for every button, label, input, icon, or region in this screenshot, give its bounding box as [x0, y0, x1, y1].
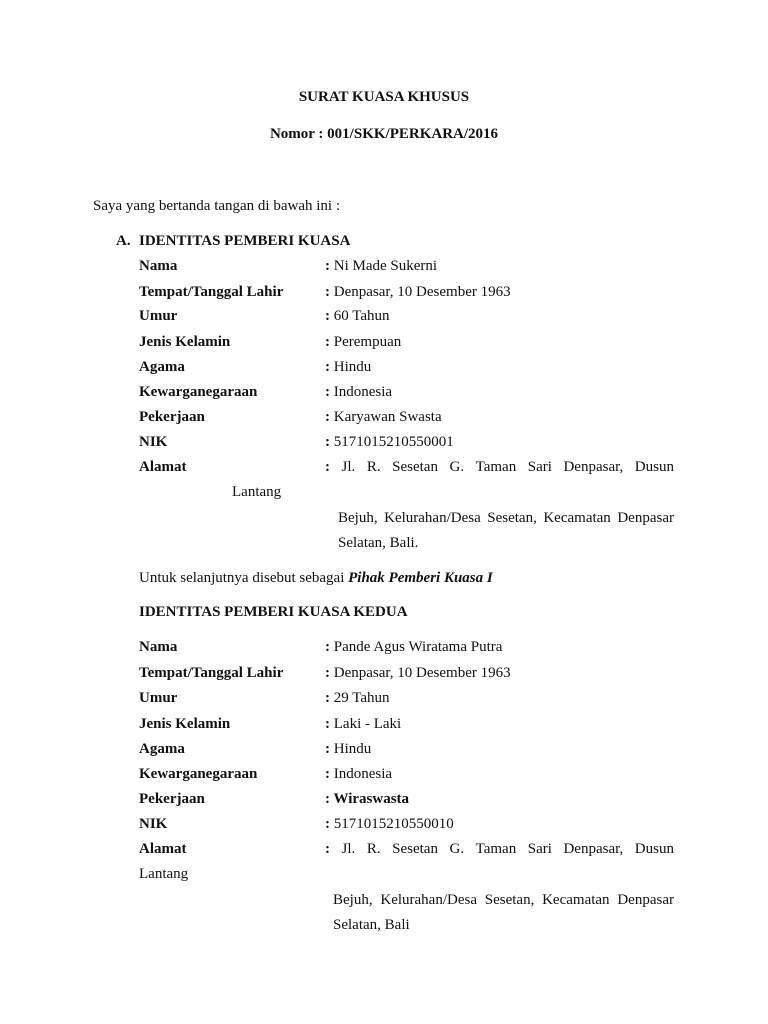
- field-value-alamat-b-line1: : Jl. R. Sesetan G. Taman Sari Denpasar, Dusun: [325, 841, 674, 857]
- document-title: SURAT KUASA KHUSUS: [298, 89, 470, 105]
- field-value-alamat-b-line3: Selatan, Bali: [333, 917, 410, 933]
- field-value-nama-b: : Pande Agus Wiratama Putra: [325, 639, 503, 655]
- field-label-alamat: Alamat: [139, 459, 187, 475]
- field-label-agama-b: Agama: [139, 741, 185, 757]
- section-b-heading: IDENTITAS PEMBERI KUASA KEDUA: [139, 604, 408, 620]
- field-value-pekerjaan-b: : Wiraswasta: [325, 791, 410, 807]
- field-label-pekerjaan-b: Pekerjaan: [139, 791, 205, 807]
- field-value-agama-b: : Hindu: [325, 741, 372, 757]
- field-label-kewarganegaraan: Kewarganegaraan: [139, 384, 258, 400]
- field-value-alamat-wrap: Lantang: [232, 484, 282, 500]
- field-value-alamat-line2: Bejuh, Kelurahan/Desa Sesetan, Kecamatan Denpasar: [338, 510, 674, 526]
- field-label-umur-b: Umur: [139, 690, 178, 706]
- field-value-kewarganegaraan: : Indonesia: [325, 384, 393, 400]
- field-label-kewarganegaraan-b: Kewarganegaraan: [139, 766, 258, 782]
- field-label-jenis-kelamin: Jenis Kelamin: [139, 334, 231, 350]
- field-value-jenis-kelamin-b: : Laki - Laki: [325, 716, 402, 732]
- field-value-alamat-line1: : Jl. R. Sesetan G. Taman Sari Denpasar, Dusun: [325, 459, 674, 475]
- document-number: Nomor : 001/SKK/PERKARA/2016: [269, 126, 499, 142]
- field-label-nik-b: NIK: [139, 816, 168, 832]
- field-label-jenis-kelamin-b: Jenis Kelamin: [139, 716, 231, 732]
- field-value-ttl: : Denpasar, 10 Desember 1963: [325, 284, 511, 300]
- field-value-nik-b: : 5171015210550010: [325, 816, 454, 832]
- pihak-pemberi-kuasa-label: Pihak Pemberi Kuasa I: [348, 570, 493, 586]
- field-value-ttl-b: : Denpasar, 10 Desember 1963: [325, 665, 511, 681]
- field-label-agama: Agama: [139, 359, 185, 375]
- field-value-nama: : Ni Made Sukerni: [325, 258, 438, 274]
- field-label-alamat-b: Alamat: [139, 841, 187, 857]
- field-value-agama: : Hindu: [325, 359, 372, 375]
- field-label-ttl: Tempat/Tanggal Lahir: [139, 284, 284, 300]
- field-value-umur: : 60 Tahun: [325, 308, 390, 324]
- field-label-nama: Nama: [139, 258, 178, 274]
- field-label-umur: Umur: [139, 308, 178, 324]
- field-label-ttl-b: Tempat/Tanggal Lahir: [139, 665, 284, 681]
- field-value-nik: : 5171015210550001: [325, 434, 454, 450]
- field-value-alamat-b-line2: Bejuh, Kelurahan/Desa Sesetan, Kecamatan Denpasar: [333, 892, 674, 908]
- field-value-kewarganegaraan-b: : Indonesia: [325, 766, 393, 782]
- section-a-closing: Untuk selanjutnya disebut sebagai Pihak Pemberi Kuasa I: [139, 570, 493, 586]
- field-value-umur-b: : 29 Tahun: [325, 690, 390, 706]
- field-value-pekerjaan: : Karyawan Swasta: [325, 409, 442, 425]
- field-value-alamat-line3: Selatan, Bali.: [338, 535, 419, 551]
- section-a-marker: A.: [116, 233, 131, 249]
- field-label-nama-b: Nama: [139, 639, 178, 655]
- section-a-heading: IDENTITAS PEMBERI KUASA: [139, 233, 351, 249]
- field-label-pekerjaan: Pekerjaan: [139, 409, 205, 425]
- intro-text: Saya yang bertanda tangan di bawah ini :: [93, 198, 341, 214]
- field-value-jenis-kelamin: : Perempuan: [325, 334, 402, 350]
- field-value-alamat-b-wrap: Lantang: [139, 866, 189, 882]
- field-label-nik: NIK: [139, 434, 168, 450]
